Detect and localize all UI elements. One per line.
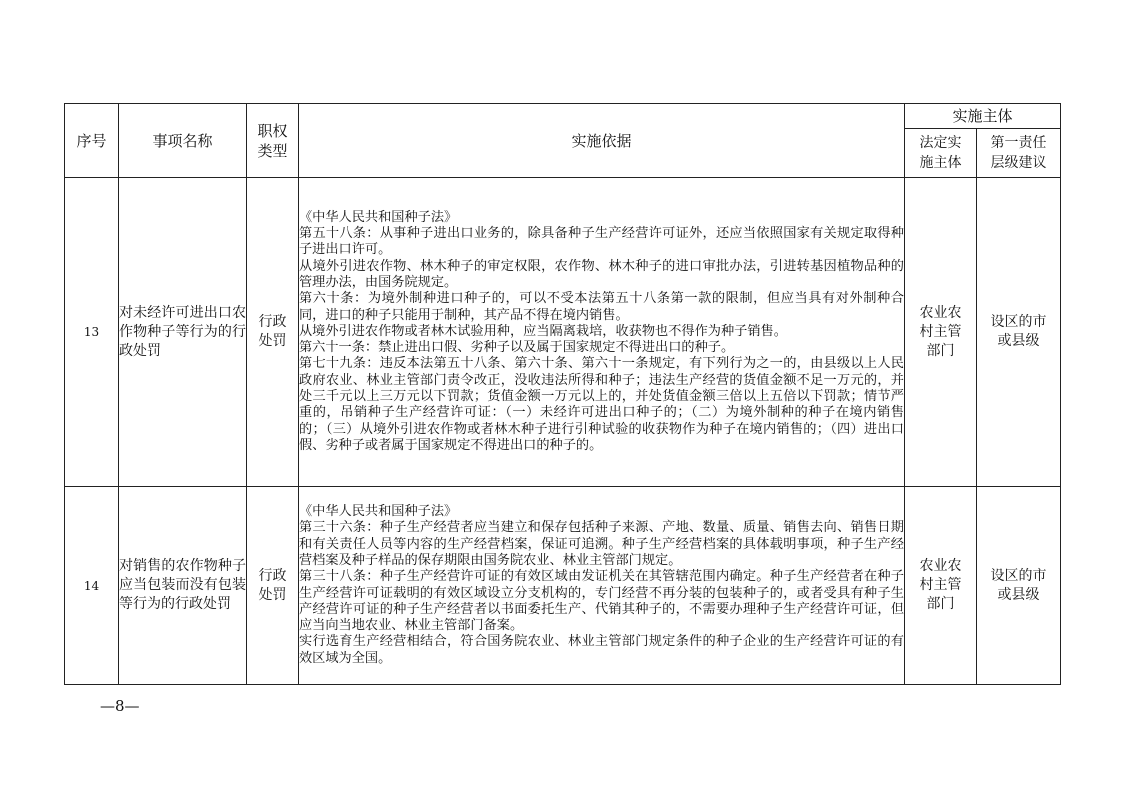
- header-name: 事项名称: [119, 104, 247, 178]
- basis-para: 第六十条：为境外制种进口种子的，可以不受本法第五十八条第一款的限制，但应当具有对外制种合同，进口的种子只能用于制种，其产品不得在境内销售。: [299, 291, 904, 323]
- basis-para: 第三十八条：种子生产经营许可证的有效区域由发证机关在其管辖范围内确定。种子生产经营者在种子生产经营许可证载明的有效区域设立分支机构的，专门经营不再分装的包装种子的，或者受具有种子生产经营许可证的种子生产经营者以书面委托生产、代销其种子的，不需要办理种子生产经营许可证，但应当向当地农业、林业主管部门备案。: [299, 569, 904, 634]
- row-name: 对销售的农作物种子应当包装而没有包装等行为的行政处罚: [119, 487, 247, 685]
- enforcement-table: [64, 103, 1061, 685]
- basis-para: 第七十九条：违反本法第五十八条、第六十条、第六十一条规定，有下列行为之一的，由县级以上人民政府农业、林业主管部门责令改正，没收违法所得和种子；违法生产经营的货值金额不足一万元的，并处三千元以上三万元以下罚款；货值金额一万元以上的，并处货值金额三倍以上五倍以下罚款；情节严重的，吊销种子生产经营许可证：（一）未经许可进出口种子的；（二）为境外制种的种子在境内销售的；（三）从境外引进农作物或者林木种子进行引种试验的收获物作为种子在境内销售的；（四）进出口假、劣种子或者属于国家规定不得进出口的种子的。: [299, 356, 904, 453]
- row-legal-subject: 农业农村主管部门: [905, 178, 977, 487]
- row-name: 对未经许可进出口农作物种子等行为的行政处罚: [119, 178, 247, 487]
- row-index: 13: [65, 178, 119, 487]
- row-basis: [299, 178, 905, 487]
- header-basis: 实施依据: [299, 104, 905, 178]
- table-row: [65, 178, 1061, 487]
- table-row: [65, 487, 1061, 685]
- row-first-level: 设区的市或县级: [977, 487, 1061, 685]
- page-number: —8—: [100, 697, 140, 715]
- header-subject: 实施主体: [905, 104, 1061, 129]
- row-legal-subject: 农业农村主管部门: [905, 487, 977, 685]
- row-index: 14: [65, 487, 119, 685]
- basis-para: 从境外引进农作物、林木种子的审定权限，农作物、林木种子的进口审批办法，引进转基因植物品种的管理办法，由国务院规定。: [299, 258, 904, 290]
- basis-para: 第三十六条：种子生产经营者应当建立和保存包括种子来源、产地、数量、质量、销售去向、销售日期和有关责任人员等内容的生产经营档案，保证可追溯。种子生产经营档案的具体载明事项，种子生产经营档案及种子样品的保存期限由国务院农业、林业主管部门规定。: [299, 520, 904, 568]
- row-type: 行政处罚: [247, 178, 299, 487]
- row-type: 行政处罚: [247, 487, 299, 685]
- header-type: 职权类型: [247, 104, 299, 178]
- basis-para: 《中华人民共和国种子法》: [299, 209, 458, 225]
- row-first-level: 设区的市或县级: [977, 178, 1061, 487]
- header-index: 序号: [65, 104, 119, 178]
- basis-para: 第五十八条：从事种子进出口业务的，除具备种子生产经营许可证外，还应当依照国家有关规定取得种子进出口许可。: [299, 226, 904, 258]
- header-first-level: 第一责任层级建议: [977, 129, 1061, 178]
- basis-para: 第六十一条：禁止进出口假、劣种子以及属于国家规定不得进出口的种子。: [299, 340, 735, 356]
- basis-para: 《中华人民共和国种子法》: [299, 504, 458, 520]
- row-basis: [299, 487, 905, 685]
- basis-para: 从境外引进农作物或者林木试验用种，应当隔离栽培，收获物也不得作为种子销售。: [299, 323, 787, 339]
- header-legal-subject: 法定实施主体: [905, 129, 977, 178]
- basis-para: 实行选育生产经营相结合，符合国务院农业、林业主管部门规定条件的种子企业的生产经营许可证的有效区域为全国。: [299, 634, 904, 666]
